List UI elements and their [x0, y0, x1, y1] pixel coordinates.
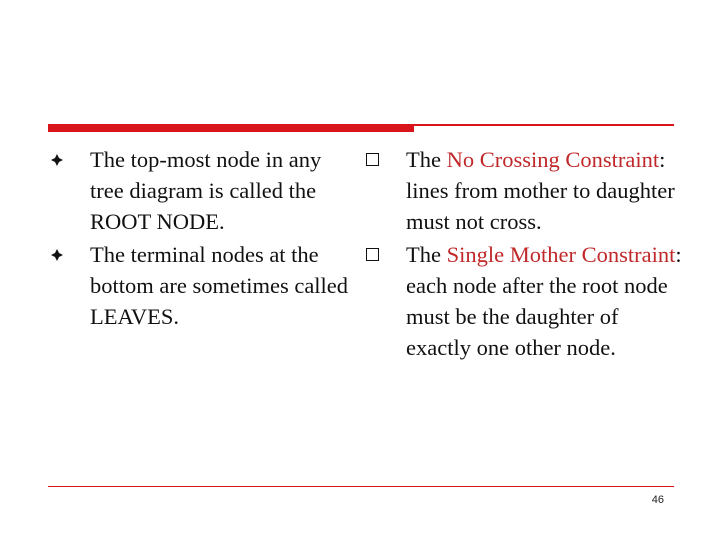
right-bullet-text-before: The	[406, 147, 447, 172]
left-bullet-text: The top-most node in any tree diagram is called the ROOT NODE.	[90, 147, 322, 234]
constraint-name: Single Mother Constraint	[446, 242, 676, 267]
left-bullet-item	[50, 144, 350, 237]
top-rule-thick	[48, 124, 414, 132]
left-bullet-item	[50, 239, 350, 332]
top-rule-thin	[414, 124, 674, 126]
right-bullet-text-after: : each node after the root node must be the daughter of exactly one other node.	[406, 242, 682, 360]
bottom-rule	[48, 486, 674, 487]
left-column	[50, 144, 350, 332]
right-bullet-text-before: The	[406, 242, 447, 267]
right-bullet-item	[366, 239, 686, 363]
page-number: 46	[651, 494, 664, 506]
square-bullet-icon	[366, 153, 379, 166]
right-column	[366, 144, 686, 363]
diamond-bullet-icon	[50, 153, 64, 167]
right-bullet-item	[366, 144, 686, 237]
constraint-name: No Crossing Constraint	[446, 147, 660, 172]
left-bullet-text: The terminal nodes at the bottom are sometimes called LEAVES.	[90, 242, 349, 329]
square-bullet-icon	[366, 248, 379, 261]
diamond-bullet-icon	[50, 248, 64, 262]
right-bullet-text-after: : lines from mother to daughter must not cross.	[406, 147, 675, 234]
